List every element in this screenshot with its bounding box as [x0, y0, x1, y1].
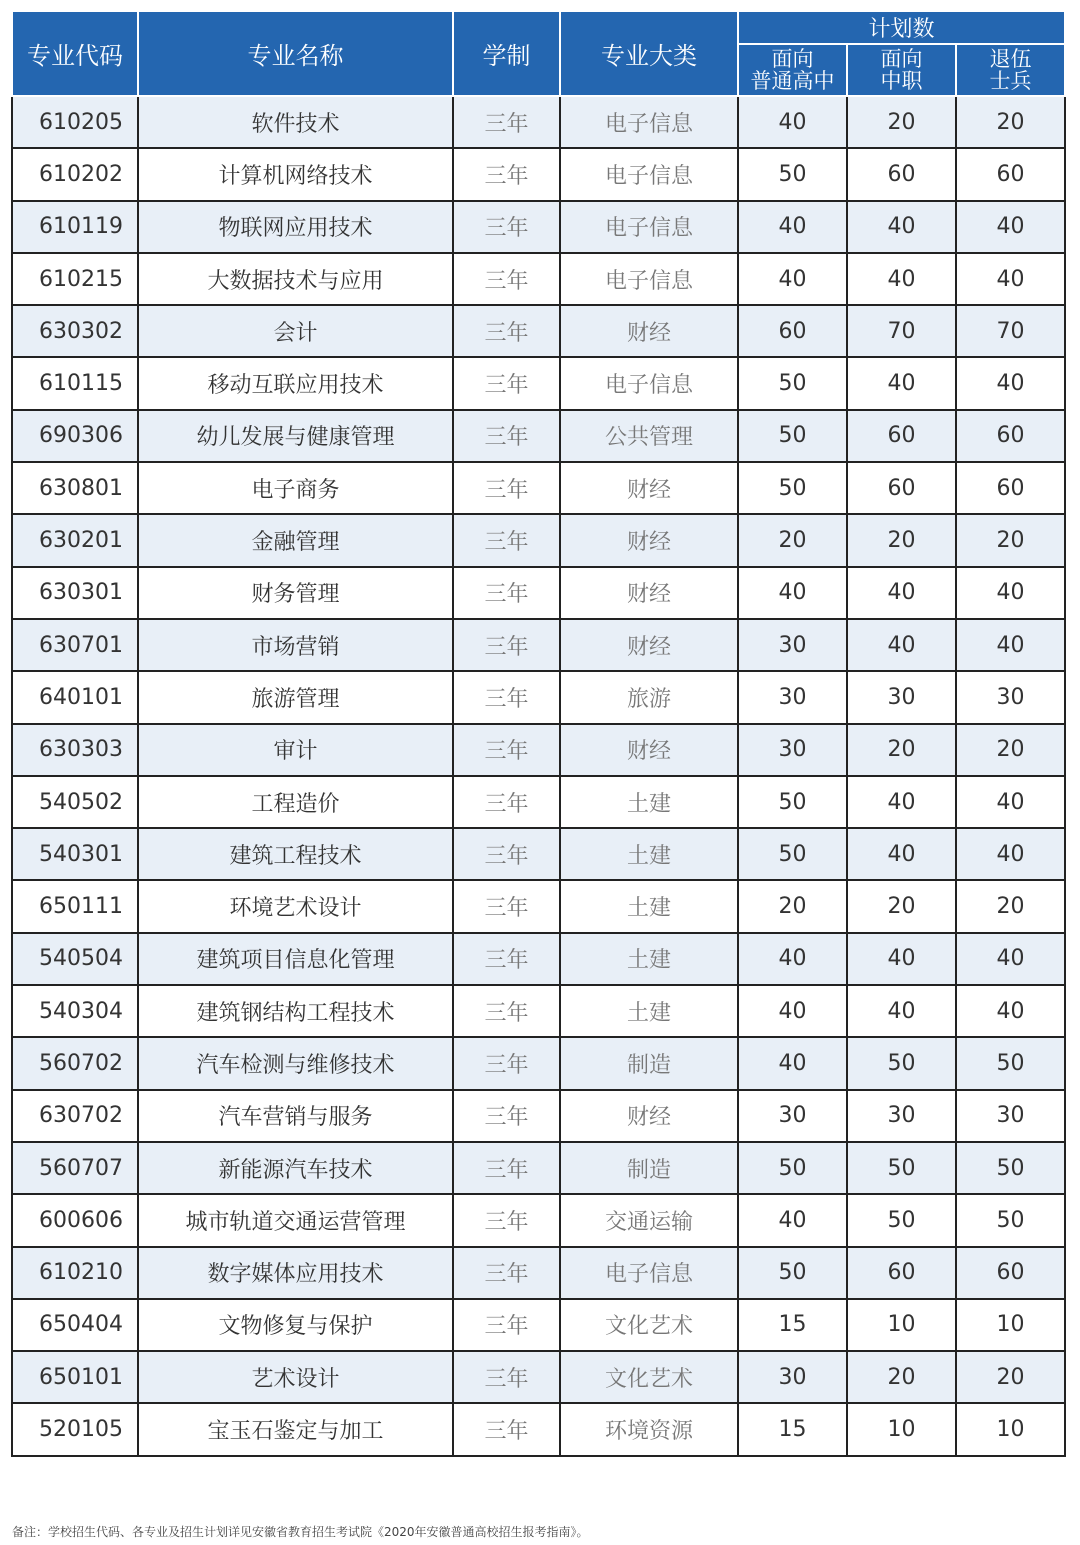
major-code-cell: 610119: [12, 201, 138, 253]
major-name-cell: 市场营销: [138, 619, 453, 671]
table-row: [12, 514, 1065, 566]
table-row: [12, 985, 1065, 1037]
table-row: [12, 462, 1065, 514]
study-length-cell: 三年: [453, 985, 560, 1037]
table-row: [12, 96, 1065, 148]
header-category: 专业大类: [560, 11, 738, 96]
plan-high-school-cell: 50: [738, 1142, 847, 1194]
category-cell: 电子信息: [560, 1247, 738, 1299]
table-row: [12, 357, 1065, 409]
category-cell: 电子信息: [560, 148, 738, 200]
plan-vocational-cell: 50: [847, 1194, 956, 1246]
major-code-cell: 630302: [12, 305, 138, 357]
major-code-cell: 610205: [12, 96, 138, 148]
plan-high-school-cell: 50: [738, 148, 847, 200]
study-length-cell: 三年: [453, 619, 560, 671]
plan-vocational-cell: 40: [847, 776, 956, 828]
table-row: [12, 1194, 1065, 1246]
category-cell: 财经: [560, 724, 738, 776]
major-name-cell: 汽车检测与维修技术: [138, 1037, 453, 1089]
major-name-cell: 幼儿发展与健康管理: [138, 410, 453, 462]
study-length-cell: 三年: [453, 514, 560, 566]
plan-vocational-cell: 40: [847, 253, 956, 305]
plan-vocational-cell: 70: [847, 305, 956, 357]
category-cell: 公共管理: [560, 410, 738, 462]
table-row: [12, 1351, 1065, 1403]
category-cell: 环境资源: [560, 1403, 738, 1455]
plan-veterans-cell: 60: [956, 1247, 1065, 1299]
major-name-cell: 财务管理: [138, 567, 453, 619]
table-row: [12, 1037, 1065, 1089]
major-name-cell: 文物修复与保护: [138, 1299, 453, 1351]
plan-veterans-cell: 20: [956, 1351, 1065, 1403]
plan-veterans-cell: 60: [956, 410, 1065, 462]
table-row: [12, 1142, 1065, 1194]
study-length-cell: 三年: [453, 567, 560, 619]
plan-vocational-cell: 40: [847, 201, 956, 253]
plan-veterans-cell: 20: [956, 880, 1065, 932]
major-code-cell: 520105: [12, 1403, 138, 1455]
plan-veterans-cell: 30: [956, 1090, 1065, 1142]
category-cell: 电子信息: [560, 201, 738, 253]
major-code-cell: 560707: [12, 1142, 138, 1194]
study-length-cell: 三年: [453, 305, 560, 357]
table-header: [12, 11, 1065, 96]
plan-veterans-cell: 40: [956, 776, 1065, 828]
major-name-cell: 移动互联应用技术: [138, 357, 453, 409]
study-length-cell: 三年: [453, 410, 560, 462]
plan-high-school-cell: 40: [738, 1037, 847, 1089]
header-length: 学制: [453, 11, 560, 96]
plan-vocational-cell: 60: [847, 1247, 956, 1299]
plan-high-school-cell: 30: [738, 671, 847, 723]
major-name-cell: 环境艺术设计: [138, 880, 453, 932]
header-high-school-line2: 普通高中: [750, 69, 835, 93]
study-length-cell: 三年: [453, 357, 560, 409]
category-cell: 土建: [560, 880, 738, 932]
table-row: [12, 1403, 1065, 1455]
major-code-cell: 610210: [12, 1247, 138, 1299]
category-cell: 交通运输: [560, 1194, 738, 1246]
category-cell: 土建: [560, 828, 738, 880]
table-row: [12, 776, 1065, 828]
study-length-cell: 三年: [453, 724, 560, 776]
plan-veterans-cell: 40: [956, 933, 1065, 985]
header-vocational-line2: 中职: [880, 69, 923, 93]
header-name: 专业名称: [138, 11, 453, 96]
plan-veterans-cell: 30: [956, 671, 1065, 723]
table-body: [12, 96, 1065, 1456]
table-row: [12, 671, 1065, 723]
plan-high-school-cell: 50: [738, 462, 847, 514]
header-vocational-line1: 面向: [880, 47, 923, 71]
category-cell: 制造: [560, 1037, 738, 1089]
plan-high-school-cell: 50: [738, 776, 847, 828]
category-cell: 电子信息: [560, 253, 738, 305]
study-length-cell: 三年: [453, 201, 560, 253]
plan-high-school-cell: 40: [738, 567, 847, 619]
plan-veterans-cell: 20: [956, 724, 1065, 776]
table-row: [12, 828, 1065, 880]
plan-vocational-cell: 50: [847, 1037, 956, 1089]
study-length-cell: 三年: [453, 1090, 560, 1142]
plan-vocational-cell: 10: [847, 1299, 956, 1351]
plan-high-school-cell: 30: [738, 1351, 847, 1403]
major-code-cell: 610202: [12, 148, 138, 200]
plan-vocational-cell: 20: [847, 880, 956, 932]
major-code-cell: 630701: [12, 619, 138, 671]
major-code-cell: 690306: [12, 410, 138, 462]
plan-veterans-cell: 70: [956, 305, 1065, 357]
study-length-cell: 三年: [453, 1403, 560, 1455]
header-veterans: [956, 44, 1065, 96]
major-name-cell: 物联网应用技术: [138, 201, 453, 253]
plan-high-school-cell: 50: [738, 410, 847, 462]
plan-vocational-cell: 20: [847, 724, 956, 776]
study-length-cell: 三年: [453, 1299, 560, 1351]
study-length-cell: 三年: [453, 96, 560, 148]
plan-high-school-cell: 15: [738, 1403, 847, 1455]
major-code-cell: 650111: [12, 880, 138, 932]
study-length-cell: 三年: [453, 253, 560, 305]
header-veterans-line2: 士兵: [989, 69, 1032, 93]
header-plan-group: 计划数: [738, 11, 1065, 44]
table-row: [12, 880, 1065, 932]
major-code-cell: 630702: [12, 1090, 138, 1142]
plan-vocational-cell: 60: [847, 462, 956, 514]
plan-vocational-cell: 40: [847, 933, 956, 985]
plan-veterans-cell: 50: [956, 1194, 1065, 1246]
major-name-cell: 金融管理: [138, 514, 453, 566]
table-row: [12, 933, 1065, 985]
plan-veterans-cell: 60: [956, 462, 1065, 514]
plan-vocational-cell: 20: [847, 514, 956, 566]
major-name-cell: 审计: [138, 724, 453, 776]
plan-high-school-cell: 40: [738, 201, 847, 253]
plan-veterans-cell: 40: [956, 567, 1065, 619]
table-row: [12, 410, 1065, 462]
plan-high-school-cell: 20: [738, 880, 847, 932]
plan-high-school-cell: 40: [738, 1194, 847, 1246]
major-name-cell: 建筑工程技术: [138, 828, 453, 880]
study-length-cell: 三年: [453, 462, 560, 514]
major-name-cell: 汽车营销与服务: [138, 1090, 453, 1142]
study-length-cell: 三年: [453, 1142, 560, 1194]
major-code-cell: 540502: [12, 776, 138, 828]
table-row: [12, 724, 1065, 776]
major-code-cell: 540304: [12, 985, 138, 1037]
category-cell: 土建: [560, 985, 738, 1037]
major-name-cell: 计算机网络技术: [138, 148, 453, 200]
major-code-cell: 640101: [12, 671, 138, 723]
plan-high-school-cell: 30: [738, 1090, 847, 1142]
plan-high-school-cell: 30: [738, 724, 847, 776]
table-row: [12, 148, 1065, 200]
major-name-cell: 大数据技术与应用: [138, 253, 453, 305]
plan-vocational-cell: 40: [847, 828, 956, 880]
plan-vocational-cell: 60: [847, 410, 956, 462]
plan-high-school-cell: 30: [738, 619, 847, 671]
major-code-cell: 600606: [12, 1194, 138, 1246]
plan-veterans-cell: 40: [956, 828, 1065, 880]
plan-vocational-cell: 30: [847, 1090, 956, 1142]
category-cell: 财经: [560, 567, 738, 619]
category-cell: 财经: [560, 305, 738, 357]
plan-veterans-cell: 50: [956, 1037, 1065, 1089]
category-cell: 电子信息: [560, 357, 738, 409]
category-cell: 财经: [560, 514, 738, 566]
major-name-cell: 旅游管理: [138, 671, 453, 723]
plan-vocational-cell: 50: [847, 1142, 956, 1194]
table-row: [12, 1299, 1065, 1351]
major-name-cell: 软件技术: [138, 96, 453, 148]
major-name-cell: 建筑项目信息化管理: [138, 933, 453, 985]
study-length-cell: 三年: [453, 880, 560, 932]
category-cell: 旅游: [560, 671, 738, 723]
enrollment-plan-table: [11, 10, 1066, 1457]
major-code-cell: 630801: [12, 462, 138, 514]
plan-vocational-cell: 30: [847, 671, 956, 723]
plan-vocational-cell: 40: [847, 357, 956, 409]
plan-vocational-cell: 20: [847, 96, 956, 148]
category-cell: 土建: [560, 933, 738, 985]
plan-vocational-cell: 20: [847, 1351, 956, 1403]
header-veterans-line1: 退伍: [989, 47, 1032, 71]
major-code-cell: 540301: [12, 828, 138, 880]
plan-veterans-cell: 40: [956, 201, 1065, 253]
major-code-cell: 610215: [12, 253, 138, 305]
major-code-cell: 630201: [12, 514, 138, 566]
plan-high-school-cell: 50: [738, 1247, 847, 1299]
major-code-cell: 650101: [12, 1351, 138, 1403]
study-length-cell: 三年: [453, 671, 560, 723]
plan-veterans-cell: 40: [956, 619, 1065, 671]
category-cell: 电子信息: [560, 96, 738, 148]
study-length-cell: 三年: [453, 828, 560, 880]
study-length-cell: 三年: [453, 1037, 560, 1089]
plan-vocational-cell: 40: [847, 985, 956, 1037]
plan-high-school-cell: 50: [738, 357, 847, 409]
header-high-school: [738, 44, 847, 96]
major-code-cell: 560702: [12, 1037, 138, 1089]
category-cell: 财经: [560, 619, 738, 671]
plan-vocational-cell: 40: [847, 567, 956, 619]
major-name-cell: 电子商务: [138, 462, 453, 514]
major-name-cell: 建筑钢结构工程技术: [138, 985, 453, 1037]
header-vocational-school: [847, 44, 956, 96]
plan-high-school-cell: 40: [738, 985, 847, 1037]
category-cell: 土建: [560, 776, 738, 828]
table-row: [12, 1090, 1065, 1142]
plan-high-school-cell: 20: [738, 514, 847, 566]
study-length-cell: 三年: [453, 776, 560, 828]
major-code-cell: 650404: [12, 1299, 138, 1351]
major-name-cell: 工程造价: [138, 776, 453, 828]
table-row: [12, 567, 1065, 619]
major-code-cell: 630303: [12, 724, 138, 776]
category-cell: 制造: [560, 1142, 738, 1194]
plan-high-school-cell: 40: [738, 96, 847, 148]
category-cell: 财经: [560, 1090, 738, 1142]
major-name-cell: 新能源汽车技术: [138, 1142, 453, 1194]
major-name-cell: 宝玉石鉴定与加工: [138, 1403, 453, 1455]
plan-veterans-cell: 50: [956, 1142, 1065, 1194]
table-row: [12, 253, 1065, 305]
plan-high-school-cell: 40: [738, 933, 847, 985]
plan-vocational-cell: 40: [847, 619, 956, 671]
study-length-cell: 三年: [453, 1194, 560, 1246]
table-row: [12, 201, 1065, 253]
plan-high-school-cell: 15: [738, 1299, 847, 1351]
plan-veterans-cell: 60: [956, 148, 1065, 200]
table-row: [12, 1247, 1065, 1299]
category-cell: 文化艺术: [560, 1351, 738, 1403]
major-code-cell: 610115: [12, 357, 138, 409]
table-row: [12, 619, 1065, 671]
table-row: [12, 305, 1065, 357]
plan-high-school-cell: 40: [738, 253, 847, 305]
major-name-cell: 艺术设计: [138, 1351, 453, 1403]
study-length-cell: 三年: [453, 1351, 560, 1403]
plan-veterans-cell: 40: [956, 357, 1065, 409]
footnote: 备注：学校招生代码、各专业及招生计划详见安徽省教育招生考试院《2020年安徽普通高校招生报考指南》。: [12, 1525, 589, 1539]
study-length-cell: 三年: [453, 148, 560, 200]
major-code-cell: 540504: [12, 933, 138, 985]
plan-veterans-cell: 10: [956, 1403, 1065, 1455]
header-high-school-line1: 面向: [771, 47, 814, 71]
plan-veterans-cell: 20: [956, 514, 1065, 566]
category-cell: 财经: [560, 462, 738, 514]
header-code: 专业代码: [12, 11, 138, 96]
plan-high-school-cell: 60: [738, 305, 847, 357]
category-cell: 文化艺术: [560, 1299, 738, 1351]
plan-high-school-cell: 50: [738, 828, 847, 880]
major-code-cell: 630301: [12, 567, 138, 619]
study-length-cell: 三年: [453, 1247, 560, 1299]
plan-veterans-cell: 40: [956, 253, 1065, 305]
plan-veterans-cell: 20: [956, 96, 1065, 148]
plan-vocational-cell: 10: [847, 1403, 956, 1455]
study-length-cell: 三年: [453, 933, 560, 985]
plan-vocational-cell: 60: [847, 148, 956, 200]
major-name-cell: 城市轨道交通运营管理: [138, 1194, 453, 1246]
major-name-cell: 会计: [138, 305, 453, 357]
plan-veterans-cell: 10: [956, 1299, 1065, 1351]
major-name-cell: 数字媒体应用技术: [138, 1247, 453, 1299]
plan-veterans-cell: 40: [956, 985, 1065, 1037]
